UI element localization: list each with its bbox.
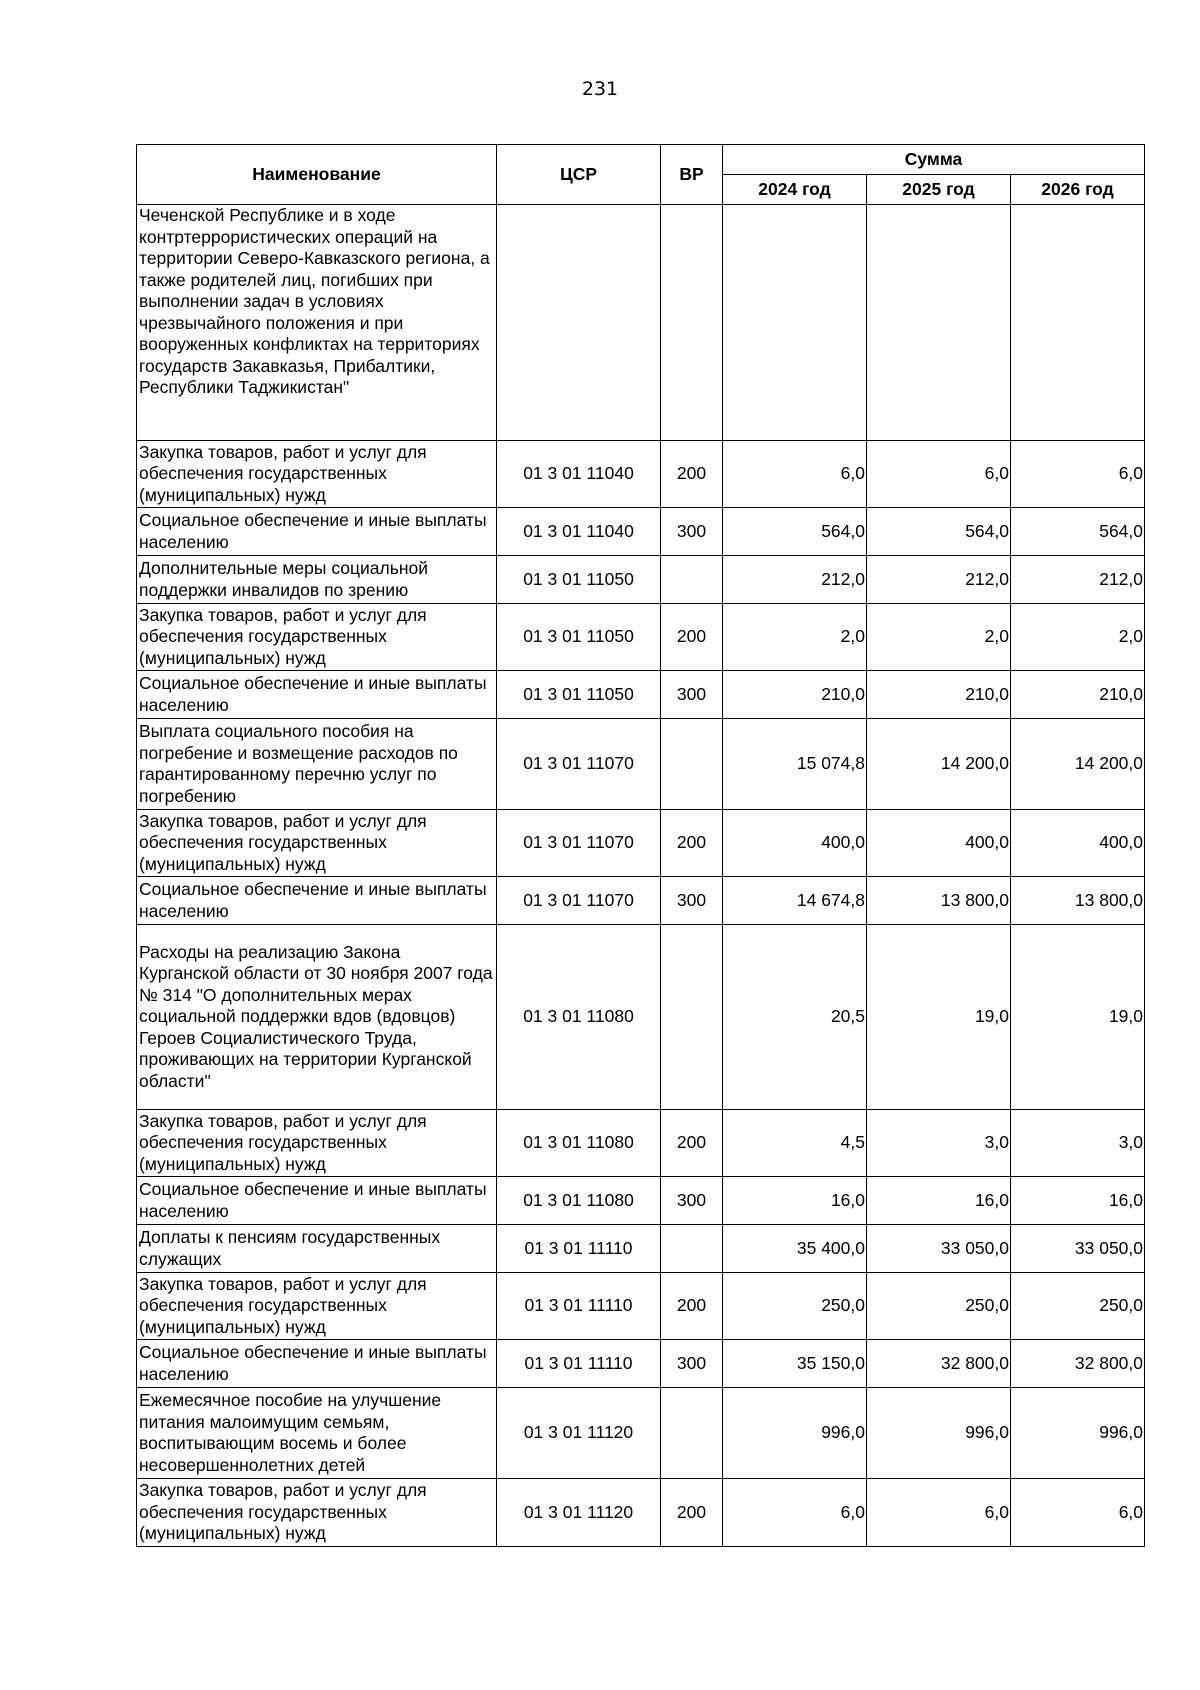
cell-2025: 564,0 xyxy=(867,508,1011,556)
cell-2025: 210,0 xyxy=(867,671,1011,719)
cell-2024: 564,0 xyxy=(723,508,867,556)
cell-2026 xyxy=(1011,205,1145,441)
cell-name: Социальное обеспечение и иные выплаты населению xyxy=(137,877,497,925)
cell-csr: 01 3 01 11120 xyxy=(497,1388,661,1479)
cell-2024: 35 400,0 xyxy=(723,1225,867,1273)
cell-vr: 300 xyxy=(661,671,723,719)
cell-csr: 01 3 01 11050 xyxy=(497,671,661,719)
table-row xyxy=(137,1110,1145,1177)
header-2026: 2026 год xyxy=(1011,175,1145,205)
table-row xyxy=(137,810,1145,877)
page-number: 231 xyxy=(581,78,619,100)
cell-2026: 996,0 xyxy=(1011,1388,1145,1479)
cell-2024: 35 150,0 xyxy=(723,1340,867,1388)
cell-vr xyxy=(661,925,723,1110)
cell-2025: 3,0 xyxy=(867,1110,1011,1177)
header-csr: ЦСР xyxy=(497,145,661,205)
table-row xyxy=(137,1388,1145,1479)
cell-vr xyxy=(661,719,723,810)
cell-2026: 6,0 xyxy=(1011,1479,1145,1547)
cell-vr xyxy=(661,556,723,604)
cell-2024 xyxy=(723,205,867,441)
cell-2025: 2,0 xyxy=(867,604,1011,671)
table-header xyxy=(137,145,1145,205)
cell-2026: 3,0 xyxy=(1011,1110,1145,1177)
cell-csr: 01 3 01 11110 xyxy=(497,1273,661,1340)
budget-table xyxy=(136,144,1145,1547)
cell-2025: 19,0 xyxy=(867,925,1011,1110)
cell-csr: 01 3 01 11110 xyxy=(497,1340,661,1388)
cell-csr: 01 3 01 11070 xyxy=(497,877,661,925)
cell-csr: 01 3 01 11070 xyxy=(497,810,661,877)
cell-2025: 6,0 xyxy=(867,441,1011,508)
cell-vr: 300 xyxy=(661,1340,723,1388)
table-row xyxy=(137,719,1145,810)
cell-csr: 01 3 01 11080 xyxy=(497,925,661,1110)
table-row xyxy=(137,441,1145,508)
cell-name: Выплата социального пособия на погребение и возмещение расходов по гарантированному перечню услуг по погребению xyxy=(137,719,497,810)
cell-2026: 564,0 xyxy=(1011,508,1145,556)
cell-vr: 200 xyxy=(661,1110,723,1177)
cell-2024: 212,0 xyxy=(723,556,867,604)
cell-csr: 01 3 01 11120 xyxy=(497,1479,661,1547)
cell-2026: 33 050,0 xyxy=(1011,1225,1145,1273)
cell-2026: 6,0 xyxy=(1011,441,1145,508)
table-row xyxy=(137,1225,1145,1273)
cell-2026: 14 200,0 xyxy=(1011,719,1145,810)
cell-2024: 210,0 xyxy=(723,671,867,719)
header-2024: 2024 год xyxy=(723,175,867,205)
cell-vr: 300 xyxy=(661,877,723,925)
cell-csr: 01 3 01 11080 xyxy=(497,1177,661,1225)
cell-2025: 6,0 xyxy=(867,1479,1011,1547)
cell-vr: 200 xyxy=(661,1273,723,1340)
cell-name: Закупка товаров, работ и услуг для обеспечения государственных (муниципальных) нужд xyxy=(137,1110,497,1177)
cell-vr: 200 xyxy=(661,810,723,877)
cell-name: Доплаты к пенсиям государственных служащих xyxy=(137,1225,497,1273)
cell-vr: 200 xyxy=(661,441,723,508)
cell-name: Чеченской Республике и в ходе контртеррористических операций на территории Северо-Кавказского региона, а также родителей лиц, погибших при выполнении задач в условиях чрезвычайного положения и при вооруженных конфликтах на территориях государств Закавказья, Прибалтики, Республики Таджикистан" xyxy=(137,205,497,441)
table-row xyxy=(137,1340,1145,1388)
cell-name: Социальное обеспечение и иные выплаты населению xyxy=(137,1177,497,1225)
cell-2024: 4,5 xyxy=(723,1110,867,1177)
cell-name: Закупка товаров, работ и услуг для обеспечения государственных (муниципальных) нужд xyxy=(137,1479,497,1547)
cell-2025: 212,0 xyxy=(867,556,1011,604)
header-name: Наименование xyxy=(137,145,497,205)
cell-vr xyxy=(661,1225,723,1273)
cell-2024: 20,5 xyxy=(723,925,867,1110)
cell-2026: 210,0 xyxy=(1011,671,1145,719)
cell-csr: 01 3 01 11110 xyxy=(497,1225,661,1273)
table-row xyxy=(137,877,1145,925)
cell-name: Социальное обеспечение и иные выплаты населению xyxy=(137,671,497,719)
header-sum: Сумма xyxy=(723,145,1145,175)
cell-name: Ежемесячное пособие на улучшение питания малоимущим семьям, воспитывающим восемь и более несовершеннолетних детей xyxy=(137,1388,497,1479)
cell-vr: 200 xyxy=(661,604,723,671)
cell-2025: 33 050,0 xyxy=(867,1225,1011,1273)
cell-2025: 32 800,0 xyxy=(867,1340,1011,1388)
cell-csr: 01 3 01 11080 xyxy=(497,1110,661,1177)
cell-2026: 400,0 xyxy=(1011,810,1145,877)
cell-2025: 250,0 xyxy=(867,1273,1011,1340)
table-row xyxy=(137,205,1145,441)
cell-2024: 16,0 xyxy=(723,1177,867,1225)
cell-2024: 14 674,8 xyxy=(723,877,867,925)
cell-csr xyxy=(497,205,661,441)
cell-name: Закупка товаров, работ и услуг для обеспечения государственных (муниципальных) нужд xyxy=(137,604,497,671)
table-row xyxy=(137,1177,1145,1225)
cell-csr: 01 3 01 11070 xyxy=(497,719,661,810)
cell-vr xyxy=(661,205,723,441)
cell-2024: 6,0 xyxy=(723,1479,867,1547)
cell-2025: 13 800,0 xyxy=(867,877,1011,925)
cell-2025: 996,0 xyxy=(867,1388,1011,1479)
table-body xyxy=(137,205,1145,1547)
table-row xyxy=(137,671,1145,719)
cell-csr: 01 3 01 11040 xyxy=(497,441,661,508)
table-row xyxy=(137,508,1145,556)
cell-vr: 300 xyxy=(661,508,723,556)
cell-2025 xyxy=(867,205,1011,441)
cell-name: Закупка товаров, работ и услуг для обеспечения государственных (муниципальных) нужд xyxy=(137,1273,497,1340)
header-vr: ВР xyxy=(661,145,723,205)
cell-csr: 01 3 01 11050 xyxy=(497,604,661,671)
header-2025: 2025 год xyxy=(867,175,1011,205)
cell-vr xyxy=(661,1388,723,1479)
table-row xyxy=(137,925,1145,1110)
cell-name: Расходы на реализацию Закона Курганской области от 30 ноября 2007 года № 314 "О дополнительных мерах социальной поддержки вдов (вдовцов) Героев Социалистического Труда, проживающих на территории Курганской области" xyxy=(137,925,497,1110)
cell-2026: 2,0 xyxy=(1011,604,1145,671)
cell-2024: 996,0 xyxy=(723,1388,867,1479)
cell-2026: 13 800,0 xyxy=(1011,877,1145,925)
table-row xyxy=(137,556,1145,604)
cell-2024: 15 074,8 xyxy=(723,719,867,810)
cell-csr: 01 3 01 11040 xyxy=(497,508,661,556)
cell-name: Закупка товаров, работ и услуг для обеспечения государственных (муниципальных) нужд xyxy=(137,441,497,508)
cell-2026: 250,0 xyxy=(1011,1273,1145,1340)
cell-vr: 200 xyxy=(661,1479,723,1547)
cell-name: Дополнительные меры социальной поддержки инвалидов по зрению xyxy=(137,556,497,604)
cell-vr: 300 xyxy=(661,1177,723,1225)
cell-2026: 212,0 xyxy=(1011,556,1145,604)
table-row xyxy=(137,1479,1145,1547)
table-row xyxy=(137,604,1145,671)
cell-name: Социальное обеспечение и иные выплаты населению xyxy=(137,1340,497,1388)
cell-2024: 400,0 xyxy=(723,810,867,877)
cell-2024: 6,0 xyxy=(723,441,867,508)
cell-2025: 400,0 xyxy=(867,810,1011,877)
cell-2026: 32 800,0 xyxy=(1011,1340,1145,1388)
table-row xyxy=(137,1273,1145,1340)
cell-2025: 14 200,0 xyxy=(867,719,1011,810)
cell-csr: 01 3 01 11050 xyxy=(497,556,661,604)
cell-name: Социальное обеспечение и иные выплаты населению xyxy=(137,508,497,556)
cell-2026: 19,0 xyxy=(1011,925,1145,1110)
cell-2024: 250,0 xyxy=(723,1273,867,1340)
cell-2025: 16,0 xyxy=(867,1177,1011,1225)
cell-name: Закупка товаров, работ и услуг для обеспечения государственных (муниципальных) нужд xyxy=(137,810,497,877)
cell-2026: 16,0 xyxy=(1011,1177,1145,1225)
cell-2024: 2,0 xyxy=(723,604,867,671)
